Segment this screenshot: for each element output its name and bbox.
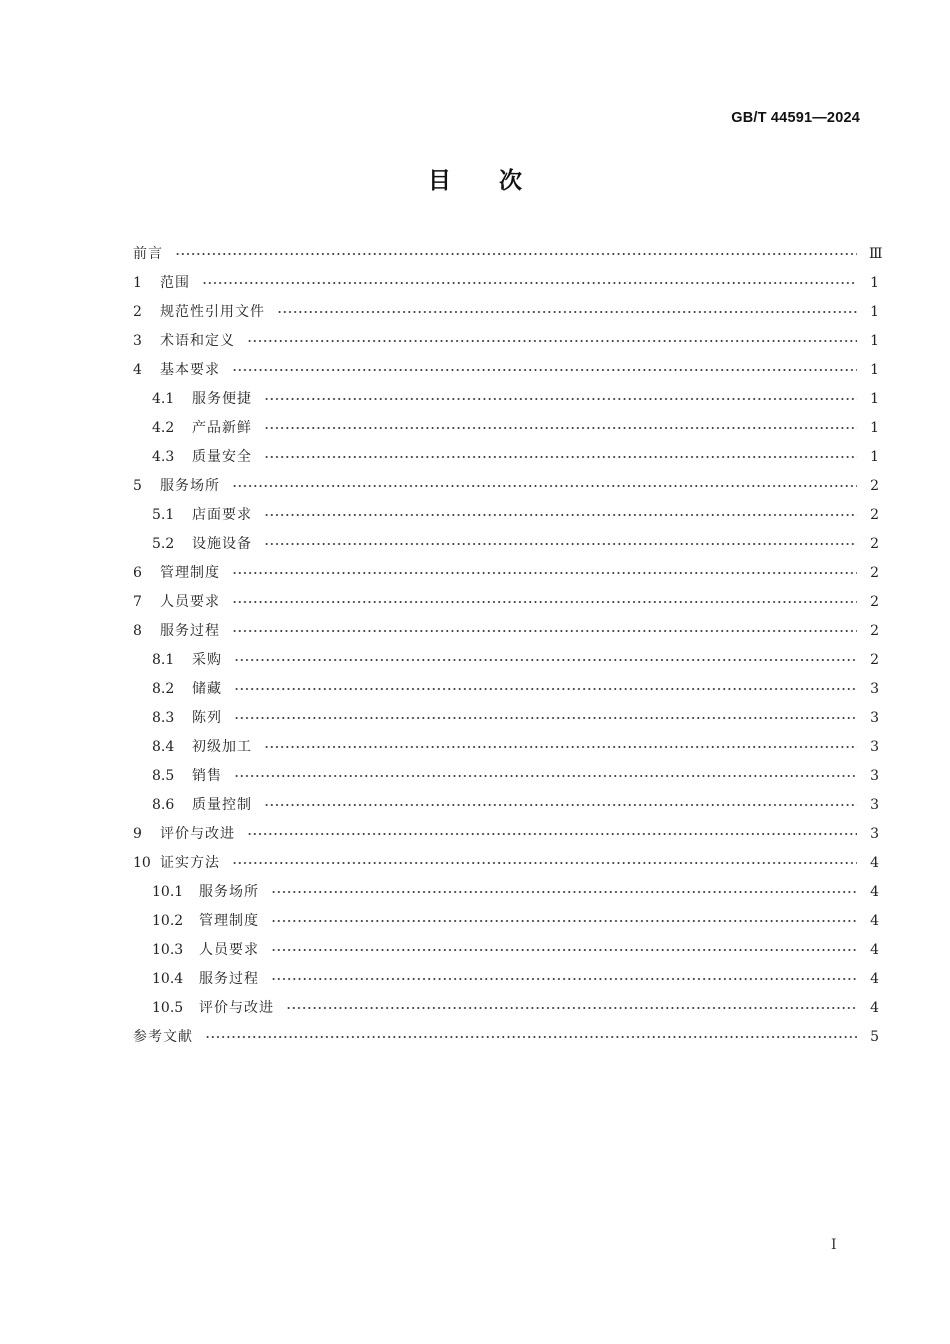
page-title: 目次 bbox=[428, 168, 570, 194]
toc-entry[interactable] bbox=[133, 269, 879, 298]
toc-entry[interactable] bbox=[133, 820, 879, 849]
toc-entry-page: 4 bbox=[870, 884, 879, 900]
toc-dot-leader bbox=[264, 394, 857, 404]
toc-entry-title: 质量安全 bbox=[192, 449, 252, 465]
toc-entry-number: 10.5 bbox=[152, 1000, 184, 1016]
toc-entry-page: 1 bbox=[870, 304, 879, 320]
toc-entry-page: 1 bbox=[870, 362, 879, 378]
toc-entry[interactable] bbox=[133, 530, 879, 559]
toc-entry-page: 2 bbox=[870, 565, 879, 581]
toc-entry-title: 服务场所 bbox=[199, 884, 259, 900]
toc-entry-title: 初级加工 bbox=[192, 739, 252, 755]
toc-entry-page: 4 bbox=[870, 971, 879, 987]
toc-entry[interactable] bbox=[133, 385, 879, 414]
toc-entry[interactable] bbox=[133, 965, 879, 994]
toc-entry-title: 规范性引用文件 bbox=[160, 304, 265, 320]
toc-entry-title: 服务过程 bbox=[199, 971, 259, 987]
toc-entry-number: 4.1 bbox=[152, 391, 175, 407]
toc-dot-leader bbox=[264, 742, 857, 752]
toc-entry-page: 2 bbox=[870, 478, 879, 494]
toc-dot-leader bbox=[232, 481, 857, 491]
toc-entry-number: 10.2 bbox=[152, 913, 184, 929]
toc-entry-title: 评价与改进 bbox=[160, 826, 235, 842]
toc-entry-page: 2 bbox=[870, 594, 879, 610]
toc-entry-title: 储藏 bbox=[192, 681, 222, 697]
toc-entry-number: 4.3 bbox=[152, 449, 175, 465]
toc-dot-leader bbox=[264, 539, 857, 549]
toc-dot-leader bbox=[271, 945, 857, 955]
toc-entry-number: 5 bbox=[133, 478, 142, 494]
toc-entry[interactable] bbox=[133, 617, 879, 646]
toc-dot-leader bbox=[247, 829, 857, 839]
toc-entry[interactable] bbox=[133, 936, 879, 965]
toc-entry-number: 8.5 bbox=[152, 768, 175, 784]
toc-entry-title: 产品新鲜 bbox=[192, 420, 252, 436]
toc-dot-leader bbox=[234, 713, 857, 723]
toc-entry-page: 5 bbox=[870, 1029, 879, 1045]
toc-entry-page: 4 bbox=[870, 1000, 879, 1016]
toc-entry-title: 管理制度 bbox=[199, 913, 259, 929]
toc-entry-title: 人员要求 bbox=[199, 942, 259, 958]
toc-entry-number: 6 bbox=[133, 565, 142, 581]
toc-entry-title: 服务便捷 bbox=[192, 391, 252, 407]
page-number: Ⅰ bbox=[831, 1237, 837, 1253]
toc-entry[interactable] bbox=[133, 878, 879, 907]
toc-entry-number: 10.4 bbox=[152, 971, 184, 987]
toc-entry-number: 7 bbox=[133, 594, 142, 610]
toc-entry-number: 8.3 bbox=[152, 710, 175, 726]
toc-entry-page: 4 bbox=[870, 913, 879, 929]
toc-entry-title: 质量控制 bbox=[192, 797, 252, 813]
toc-entry[interactable] bbox=[133, 675, 879, 704]
toc-entry[interactable] bbox=[133, 733, 879, 762]
toc-entry-number: 2 bbox=[133, 304, 142, 320]
toc-dot-leader bbox=[277, 307, 857, 317]
toc-entry-page: Ⅲ bbox=[869, 246, 883, 262]
toc-entry[interactable] bbox=[133, 762, 879, 791]
toc-entry-title: 陈列 bbox=[192, 710, 222, 726]
toc-entry[interactable] bbox=[133, 327, 879, 356]
toc-dot-leader bbox=[264, 452, 857, 462]
toc-entry[interactable] bbox=[133, 907, 879, 936]
toc-entry-page: 1 bbox=[870, 333, 879, 349]
toc-dot-leader bbox=[247, 336, 857, 346]
toc-entry-title: 服务场所 bbox=[160, 478, 220, 494]
toc-entry-number: 1 bbox=[133, 275, 142, 291]
toc-entry[interactable] bbox=[133, 588, 879, 617]
toc-entry-page: 1 bbox=[870, 449, 879, 465]
toc-entry-number: 5.1 bbox=[152, 507, 175, 523]
toc-entry[interactable] bbox=[133, 1023, 879, 1052]
toc-dot-leader bbox=[232, 365, 857, 375]
toc-entry-title: 基本要求 bbox=[160, 362, 220, 378]
toc-dot-leader bbox=[234, 655, 857, 665]
toc-dot-leader bbox=[202, 278, 857, 288]
toc-dot-leader bbox=[205, 1032, 857, 1042]
toc-dot-leader bbox=[232, 626, 857, 636]
toc-entry-title: 销售 bbox=[192, 768, 222, 784]
toc-entry-title: 术语和定义 bbox=[160, 333, 235, 349]
toc-entry-number: 8.1 bbox=[152, 652, 175, 668]
toc-entry[interactable] bbox=[133, 849, 879, 878]
toc-entry-title: 服务过程 bbox=[160, 623, 220, 639]
toc-entry-page: 3 bbox=[870, 826, 879, 842]
toc-dot-leader bbox=[271, 916, 857, 926]
toc-dot-leader bbox=[271, 887, 857, 897]
toc-entry-page: 4 bbox=[870, 942, 879, 958]
toc-entry[interactable] bbox=[133, 501, 879, 530]
toc-entry-page: 3 bbox=[870, 710, 879, 726]
toc-entry-number: 10.1 bbox=[152, 884, 184, 900]
toc-dot-leader bbox=[234, 771, 857, 781]
toc-entry-number: 5.2 bbox=[152, 536, 175, 552]
toc-dot-leader bbox=[271, 974, 857, 984]
toc-dot-leader bbox=[264, 800, 857, 810]
toc-entry-title: 范围 bbox=[160, 275, 190, 291]
toc-entry[interactable] bbox=[133, 414, 879, 443]
toc-entry[interactable] bbox=[133, 443, 879, 472]
toc-dot-leader bbox=[234, 684, 857, 694]
toc-entry[interactable] bbox=[133, 704, 879, 733]
toc-dot-leader bbox=[232, 597, 857, 607]
toc-entry-page: 3 bbox=[870, 681, 879, 697]
toc-entry-title: 前言 bbox=[133, 246, 163, 262]
toc-entry-page: 2 bbox=[870, 623, 879, 639]
toc-dot-leader bbox=[175, 249, 857, 259]
toc-entry-number: 8.4 bbox=[152, 739, 175, 755]
toc-entry-number: 4.2 bbox=[152, 420, 175, 436]
toc-entry-page: 3 bbox=[870, 739, 879, 755]
toc-entry[interactable] bbox=[133, 791, 879, 820]
toc-entry[interactable] bbox=[133, 994, 879, 1023]
toc-entry-page: 2 bbox=[870, 536, 879, 552]
toc-entry[interactable] bbox=[133, 240, 883, 269]
toc-dot-leader bbox=[232, 858, 857, 868]
toc-entry-title: 管理制度 bbox=[160, 565, 220, 581]
toc-dot-leader bbox=[286, 1003, 857, 1013]
toc-entry-page: 2 bbox=[870, 507, 879, 523]
toc-entry-page: 1 bbox=[870, 420, 879, 436]
toc-entry-number: 9 bbox=[133, 826, 142, 842]
toc-entry[interactable] bbox=[133, 298, 879, 327]
toc-entry-page: 3 bbox=[870, 768, 879, 784]
toc-entry-page: 1 bbox=[870, 391, 879, 407]
toc-entry-number: 8.6 bbox=[152, 797, 175, 813]
toc-entry-title: 参考文献 bbox=[133, 1029, 193, 1045]
toc-entry-title: 人员要求 bbox=[160, 594, 220, 610]
toc-entry-title: 设施设备 bbox=[192, 536, 252, 552]
toc-entry-page: 3 bbox=[870, 797, 879, 813]
toc-dot-leader bbox=[232, 568, 857, 578]
toc-entry-number: 10.3 bbox=[152, 942, 184, 958]
toc-entry-number: 8 bbox=[133, 623, 142, 639]
toc-dot-leader bbox=[264, 423, 857, 433]
toc-entry-title: 评价与改进 bbox=[199, 1000, 274, 1016]
toc-entry[interactable] bbox=[133, 472, 879, 501]
toc-entry-page: 2 bbox=[870, 652, 879, 668]
toc-entry-number: 4 bbox=[133, 362, 142, 378]
toc-entry-title: 采购 bbox=[192, 652, 222, 668]
toc-entry-number: 8.2 bbox=[152, 681, 175, 697]
toc-entry[interactable] bbox=[133, 646, 879, 675]
toc-entry-title: 店面要求 bbox=[192, 507, 252, 523]
standard-number: GB/T 44591—2024 bbox=[731, 110, 860, 126]
toc-entry-page: 4 bbox=[870, 855, 879, 871]
toc-entry-number: 10 bbox=[133, 855, 151, 871]
toc-entry-title: 证实方法 bbox=[160, 855, 220, 871]
toc-entry-page: 1 bbox=[870, 275, 879, 291]
toc-entry-number: 3 bbox=[133, 333, 142, 349]
table-of-contents bbox=[133, 240, 883, 1052]
toc-dot-leader bbox=[264, 510, 857, 520]
toc-entry[interactable] bbox=[133, 356, 879, 385]
toc-entry[interactable] bbox=[133, 559, 879, 588]
